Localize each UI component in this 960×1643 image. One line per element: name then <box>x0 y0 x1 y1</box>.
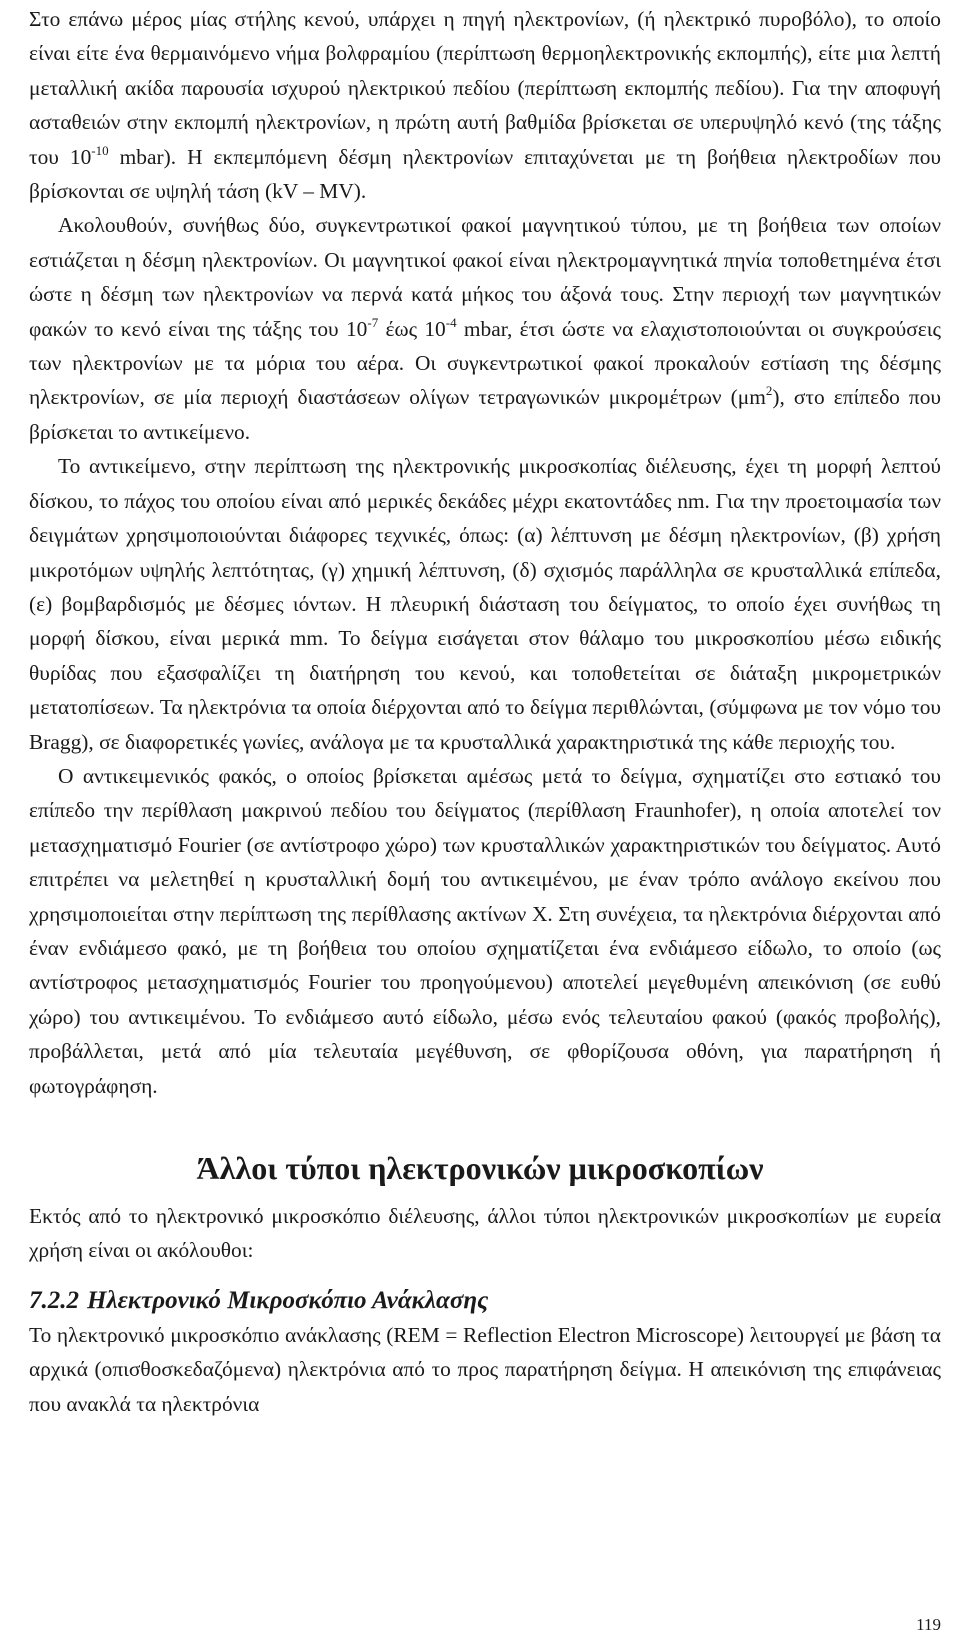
subsection-number: 7.2.2 <box>29 1286 80 1314</box>
subsection-heading <box>0 1268 960 1318</box>
paragraph-rem: Το ηλεκτρονικό μικροσκόπιο ανάκλασης (REM = Reflection Electron Microscope) λειτουργεί με βάση τα αρχικά (οπισθοσκεδαζόμενα) ηλεκτρόνια από το προς παρατήρηση δείγμα. Η απεικόνιση της επιφάνειας που ανακλά τα ηλεκτρόνια <box>29 1322 941 1416</box>
exponent: 2 <box>765 383 773 399</box>
page-number: 119 <box>916 1615 941 1634</box>
paragraph-specimen: Το αντικείμενο, στην περίπτωση της ηλεκτρονικής μικροσκοπίας διέλευσης, έχει τη μορφή λεπτού δίσκου, το πάχος του οποίου είναι από μερικές δεκάδες μέχρι εκατοντάδες nm. Για την προετοιμασία των δειγμάτων χρησιμοποιούνται διάφορες τεχνικές, όπως: (α) λέπτυνση με δέσμη ηλεκτρονίων, (β) χρήση μικροτόμων υψηλής λεπτότητας, (γ) χημική λέπτυνση, (δ) σχισμός παράλληλα σε κρυσταλλικά επίπεδα, (ε) βομβαρδισμός με δέσμες ιόντων. Η πλευρική διάσταση του δείγματος, το οποίο έχει συνήθως τη μορφή δίσκου, είναι μερικά mm. Το δείγμα εισάγεται στον θάλαμο του μικροσκοπίου μέσω ειδικής θυρίδας που εξασφαλίζει τη διατήρηση του κενού, και τοποθετείται σε διάταξη μικρομετρικών μετατοπίσεων. Τα ηλεκτρόνια τα οποία διέρχονται από το δείγμα περιθλώνται, (σύμφωνα με τον νόμο του Bragg), σε διαφορετικές γωνίες, ανάλογα με τα κρυσταλλικά χαρακτηριστικά της κάθε περιοχής του. <box>29 454 941 754</box>
exponent: -4 <box>445 314 457 330</box>
paragraph-electron-source <box>0 0 960 208</box>
section-heading: Άλλοι τύποι ηλεκτρονικών μικροσκοπίων <box>196 1150 764 1186</box>
paragraph-text: mbar). Η εκπεμπόμενη δέσμη ηλεκτρονίων επιταχύνεται με τη βοήθεια ηλεκτροδίων που βρίσκονται σε υψηλή τάση (kV – MV). <box>29 144 942 204</box>
exponent: -10 <box>91 142 109 158</box>
paragraph-text: ), στο επίπεδο που βρίσκεται το αντικείμενο. <box>29 385 941 444</box>
paragraph-magnetic-lenses <box>0 208 960 449</box>
paragraph-other-microscopes: Εκτός από το ηλεκτρονικό μικροσκόπιο διέλευσης, άλλοι τύποι ηλεκτρονικών μικροσκοπίων με ευρεία χρήση είναι οι ακόλουθοι: <box>29 1204 941 1263</box>
paragraph-objective-lens: Ο αντικειμενικός φακός, ο οποίος βρίσκεται αμέσως μετά το δείγμα, σχηματίζει στο εστιακό του επίπεδο την περίθλαση μακρινού πεδίου του δείγματος (περίθλαση Fraunhofer), η οποία αποτελεί τον μετασχηματισμό Fourier (σε αντίστροφο χώρο) των κρυσταλλικών χαρακτηριστικών του δείγματος. Αυτό επιτρέπει να μελετηθεί η κρυσταλλική δομή του αντικειμένου, με έναν τρόπο ανάλογο εκείνου που χρησιμοποιείται στην περίπτωση της περίθλασης ακτίνων X. Στη συνέχεια, τα ηλεκτρόνια διέρχονται από έναν ενδιάμεσο φακό, με τη βοήθεια του οποίου σχηματίζεται ένα ενδιάμεσο είδωλο, το οποίο (ως αντίστροφος μετασχηματισμός Fourier του προηγούμενου) αποτελεί μεγεθυμένη απεικόνιση (σε ευθύ χώρο) του αντικειμένου. Το ενδιάμεσο αυτό είδωλο, μέσω ενός τελευταίου φακού (φακός προβολής), προβάλλεται, μετά από μία τελευταία μεγέθυνση, σε φθορίζουσα οθόνη, για παρατήρηση ή φωτογράφηση. <box>29 763 941 1098</box>
paragraph-text: mbar, έτσι ώστε να ελαχιστοποιούνται οι συγκρούσεις των ηλεκτρονίων με τα μόρια του αέρα. Οι συγκεντρωτικοί φακοί προκαλούν εστίαση της δέσμης ηλεκτρονίων, σε μία περιοχή διαστάσεων ολίγων τετραγωνικών μικρομέτρων (μm <box>29 316 942 410</box>
subsection-title: Ηλεκτρονικό Μικροσκόπιο Ανάκλασης <box>87 1286 489 1314</box>
paragraph-text: Στο επάνω μέρος μίας στήλης κενού, υπάρχει η πηγή ηλεκτρονίων, (ή ηλεκτρικό πυροβόλο), το οποίο είναι είτε ένα θερμαινόμενο νήμα βολφραμίου (περίπτωση θερμοηλεκτρονικής εκπομπής), είτε μια λεπτή μεταλλική ακίδα παρουσία ισχυρού ηλεκτρικού πεδίου (περίπτωση εκπομπής πεδίου). Για την αποφυγή ασταθειών στην εκπομπή ηλεκτρονίων, η πρώτη αυτή βαθμίδα βρίσκεται σε υπερυψηλό κενό (της τάξης του 10 <box>29 7 941 169</box>
paragraph-text: έως 10 <box>378 316 446 341</box>
paragraph-text: Ακολουθούν, συνήθως δύο, συγκεντρωτικοί φακοί μαγνητικού τύπου, με τη βοήθεια των οποίων εστιάζεται η δέσμη ηλεκτρονίων. Οι μαγνητικοί φακοί είναι ηλεκτρομαγνητικά πηνία τοποθετημένα έτσι ώστε η δέσμη των ηλεκτρονίων να περνά κατά μήκος του άξονά τους. Στην περιοχή των μαγνητικών φακών το κενό είναι της τάξης του 10 <box>29 213 941 341</box>
exponent: -7 <box>367 314 379 330</box>
